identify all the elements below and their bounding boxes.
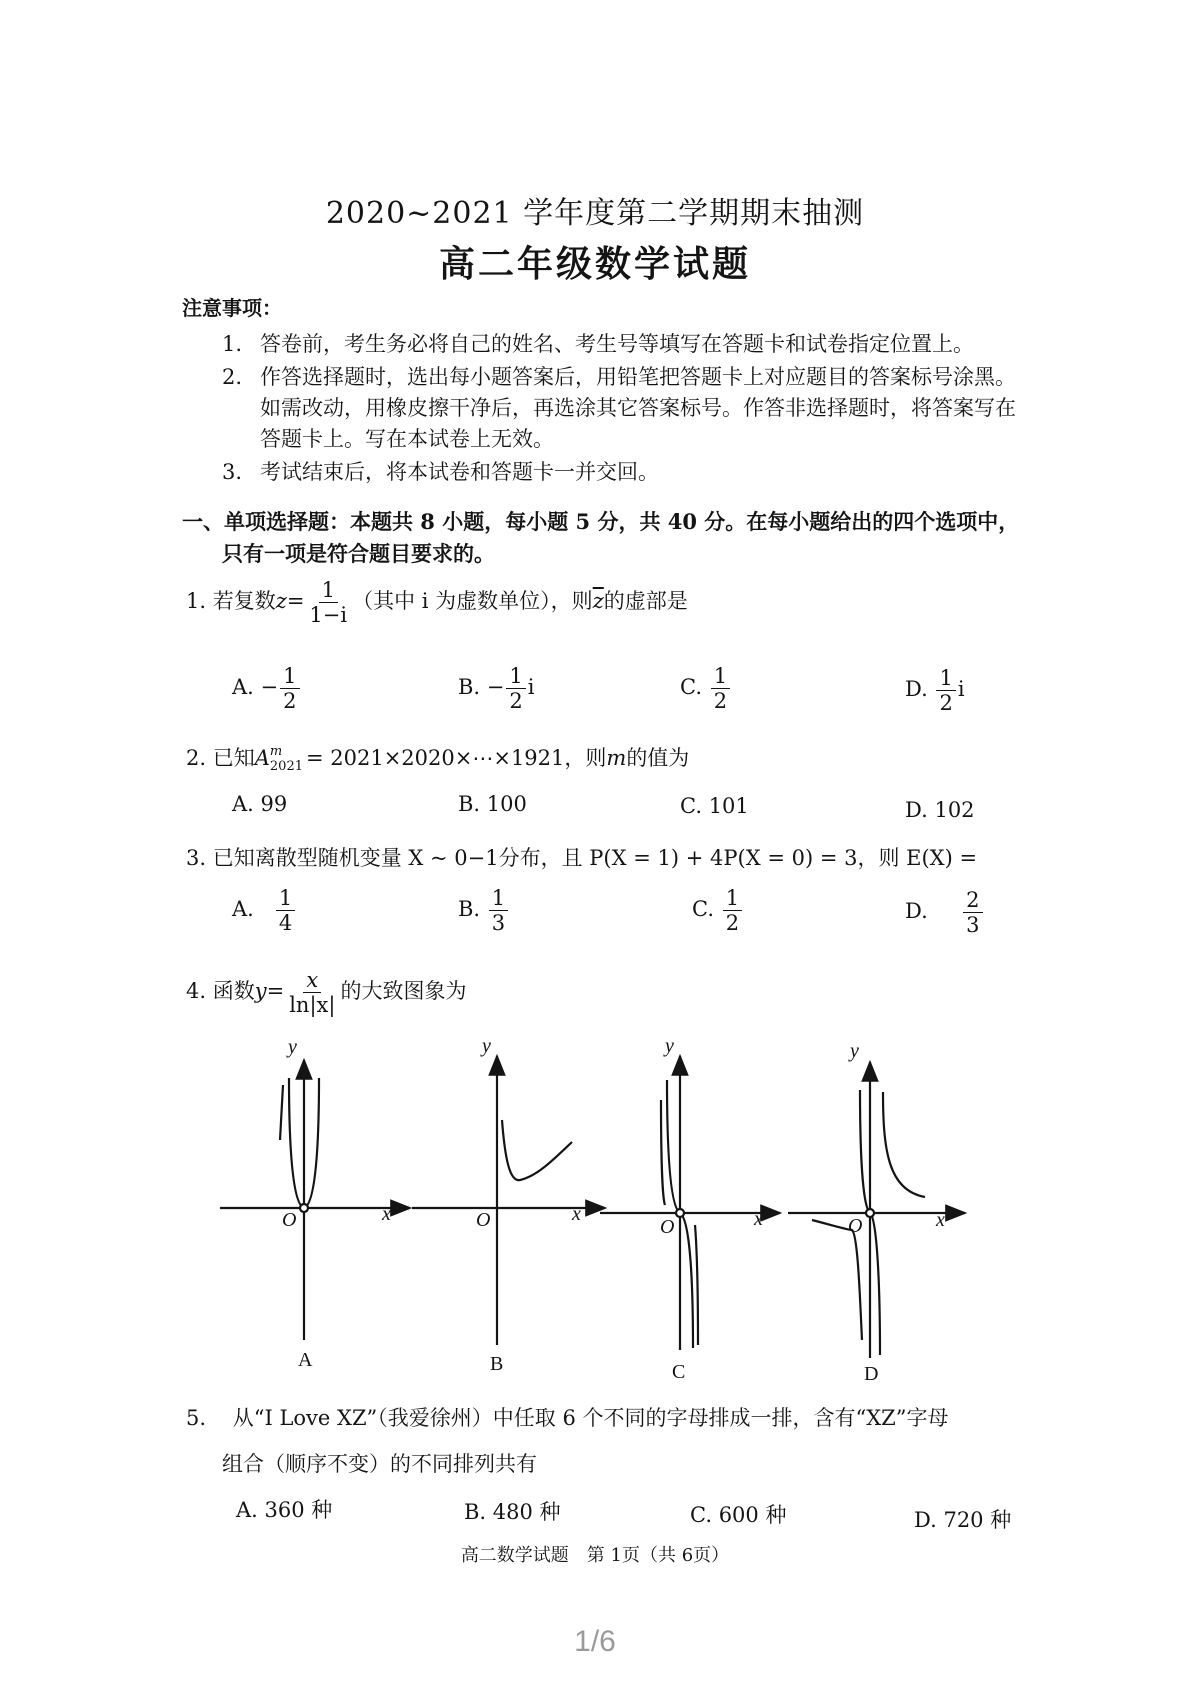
option-value: 480 种 xyxy=(492,1500,561,1524)
q2-option-a xyxy=(232,792,287,816)
fraction-numerator: 1 xyxy=(723,886,742,911)
x-axis-label: x xyxy=(382,1203,391,1225)
option-label: B. xyxy=(464,1500,487,1524)
fraction-denominator: 4 xyxy=(278,911,293,936)
option-label: A. xyxy=(232,675,254,700)
option-label: D. xyxy=(905,899,928,924)
origin-point xyxy=(676,1209,684,1217)
option-fraction xyxy=(723,886,742,935)
option-label: A. xyxy=(232,897,254,922)
option-fraction xyxy=(506,664,525,713)
graph-label: B xyxy=(490,1353,504,1375)
option-label: A. xyxy=(236,1498,258,1522)
arrangement-symbol: A xyxy=(254,746,270,770)
note-text: 考试结束后，将本试卷和答题卡一并交回。 xyxy=(260,460,659,484)
variable-m: m xyxy=(606,746,627,770)
option-label: D. xyxy=(905,798,928,822)
notes-heading: 注意事项： xyxy=(182,296,282,320)
option-value: 102 xyxy=(934,798,975,822)
question-number: 1. xyxy=(186,589,207,614)
option-label: B. xyxy=(458,792,481,816)
option-value: 600 种 xyxy=(718,1503,787,1527)
question-text: 函数 xyxy=(212,979,255,1004)
option-value: 720 种 xyxy=(943,1508,1012,1532)
x-axis-label: x xyxy=(572,1203,581,1225)
q3-option-b xyxy=(458,886,510,935)
question-text: 的值为 xyxy=(626,746,690,770)
y-axis-label: y xyxy=(288,1040,297,1058)
graph-label: C xyxy=(672,1361,686,1380)
x-axis-label: x xyxy=(936,1209,945,1231)
option-suffix: i xyxy=(957,677,965,702)
note-text: 答卷前，考生务必将自己的姓名、考生号等填写在答题卡和试卷指定位置上。 xyxy=(260,332,974,356)
q5-option-d xyxy=(914,1504,1011,1534)
option-label: B. xyxy=(458,675,481,700)
curve-branch-left xyxy=(661,1100,665,1205)
y-axis-label: y xyxy=(850,1040,859,1062)
origin-label: O xyxy=(282,1209,297,1231)
option-label: C. xyxy=(692,897,714,922)
question-text: = 2021×2020×⋯×1921，则 xyxy=(306,746,607,770)
option-label: D. xyxy=(914,1508,937,1532)
option-label: C. xyxy=(680,675,702,700)
q2-option-b xyxy=(458,792,527,816)
fraction-denominator: 3 xyxy=(491,911,506,936)
question-number: 4. xyxy=(186,979,207,1004)
q1-option-b xyxy=(458,664,535,713)
origin-label: O xyxy=(848,1215,863,1237)
q2-option-d xyxy=(905,798,975,822)
note-item-3 xyxy=(222,456,659,486)
q3-option-d xyxy=(905,888,985,937)
note-number: 2. xyxy=(222,365,243,389)
option-suffix: i xyxy=(527,675,535,700)
question-5-line-2: 组合（顺序不变）的不同排列共有 xyxy=(222,1452,537,1476)
exam-title-line1: 2020~2021 学年度第二学期期末抽测 xyxy=(325,196,865,231)
fraction-numerator: 2 xyxy=(963,888,982,913)
q5-option-a xyxy=(236,1494,332,1524)
graph-c xyxy=(600,1040,780,1380)
question-text: 已知 xyxy=(212,746,255,770)
fraction-numerator: 1 xyxy=(280,664,299,689)
option-value: 360 种 xyxy=(264,1498,333,1522)
curve-branch-right xyxy=(695,1225,698,1345)
fraction-numerator: 1 xyxy=(711,664,730,689)
fraction-numerator: 1 xyxy=(506,664,525,689)
option-fraction xyxy=(963,888,982,937)
q5-option-b xyxy=(464,1496,561,1526)
fraction-numerator: 1 xyxy=(489,886,508,911)
variable-z: z xyxy=(275,589,287,614)
option-label: D. xyxy=(905,677,928,702)
graph-b xyxy=(412,1040,605,1375)
fraction-numerator: 1 xyxy=(276,886,295,911)
fraction-numerator: 1 xyxy=(319,578,338,603)
q1-option-d xyxy=(905,666,965,715)
conjugate-z: $\overline{z}$ xyxy=(592,589,604,614)
curve xyxy=(502,1120,572,1180)
fraction-numerator: x xyxy=(303,968,321,993)
question-3 xyxy=(186,842,977,872)
option-label: B. xyxy=(458,897,481,922)
option-fraction xyxy=(489,886,508,935)
note-number: 1. xyxy=(222,332,243,356)
option-fraction xyxy=(280,664,299,713)
equals-sign: = xyxy=(266,979,285,1004)
q3-option-a xyxy=(232,886,297,935)
note-text: 作答选择题时，选出每小题答案后，用铅笔把答题卡上对应题目的答案标号涂黑。 xyxy=(260,365,1016,389)
fraction xyxy=(306,578,350,627)
fraction-denominator: 2 xyxy=(713,689,728,714)
option-fraction xyxy=(276,886,295,935)
question-text: 若复数 xyxy=(212,589,276,614)
question-text: （其中 i 为虚数单位），则 xyxy=(352,589,593,614)
question-text: 从“I Love XZ”（我爱徐州）中任取 6 个不同的字母排成一排，含有“XZ”字母 xyxy=(232,1406,949,1430)
arrangement-indices xyxy=(270,745,303,774)
fraction-numerator: 1 xyxy=(936,666,955,691)
option-fraction xyxy=(936,666,955,715)
question-number: 2. xyxy=(186,746,207,770)
graph-label: A xyxy=(298,1349,313,1371)
fraction-denominator: 2 xyxy=(283,689,297,714)
origin-label: O xyxy=(660,1216,675,1238)
exam-title-line2: 高二年级数学试题 xyxy=(438,243,751,285)
curve-upper-right xyxy=(883,1092,925,1197)
page-footer: 高二数学试题 第 1页（共 6页） xyxy=(460,1545,730,1566)
question-number: 3. xyxy=(186,846,207,870)
page-indicator: 1/6 xyxy=(574,1625,616,1658)
note-item-1 xyxy=(222,328,974,358)
question-text: 的大致图象为 xyxy=(340,979,467,1004)
note-item-2-line-2: 如需改动，用橡皮擦干净后，再选涂其它答案标号。作答非选择题时，将答案写在 xyxy=(260,396,1016,420)
curve-lower-left xyxy=(812,1220,862,1340)
function-graphs xyxy=(220,1040,1050,1380)
curve-fragment xyxy=(280,1085,283,1140)
q3-option-c xyxy=(692,886,744,935)
graph-d xyxy=(788,1040,965,1380)
x-axis-label: x xyxy=(754,1208,763,1230)
fraction-denominator: ln|x| xyxy=(289,993,336,1018)
fraction xyxy=(286,968,338,1017)
question-text: 的虚部是 xyxy=(603,589,688,614)
fraction-denominator: 1−i xyxy=(309,603,348,628)
origin-point xyxy=(300,1204,308,1212)
arrangement-superscript: m xyxy=(269,744,283,760)
option-sign: − xyxy=(260,675,279,700)
fraction-denominator: 2 xyxy=(939,691,953,716)
q5-option-c xyxy=(690,1499,786,1529)
option-label: C. xyxy=(690,1503,712,1527)
origin-label: O xyxy=(476,1209,491,1231)
section-1-header-line2: 只有一项是符合题目要求的。 xyxy=(222,541,495,566)
note-item-2-line-3: 答题卡上。写在本试卷上无效。 xyxy=(260,427,554,451)
fraction-denominator: 3 xyxy=(966,913,980,938)
option-value: 100 xyxy=(486,792,527,816)
option-label: C. xyxy=(680,794,702,818)
q1-option-c xyxy=(680,664,732,713)
equals-sign: = xyxy=(286,589,305,614)
y-axis-label: y xyxy=(665,1040,674,1057)
variable-y: y xyxy=(254,979,267,1004)
origin-point xyxy=(866,1209,874,1217)
section-1-header-line1: 一、单项选择题：本题共 8 小题，每小题 5 分，共 40 分。在每小题给出的四个选项中， xyxy=(182,509,1020,534)
fraction-denominator: 2 xyxy=(725,911,740,936)
question-text: 已知离散型随机变量 X ~ 0−1分布，且 P(X = 1) + 4P(X = 0) = 3，则 E(X) = xyxy=(212,846,978,870)
question-1 xyxy=(186,578,688,627)
option-fraction xyxy=(711,664,730,713)
note-item-2 xyxy=(222,361,1016,391)
option-sign: − xyxy=(486,675,505,700)
option-value: 101 xyxy=(708,794,749,818)
y-axis-label: y xyxy=(482,1040,491,1057)
option-value: 99 xyxy=(260,792,288,816)
question-2 xyxy=(186,742,689,774)
option-label: A. xyxy=(232,792,254,816)
question-5 xyxy=(186,1402,949,1432)
graph-a xyxy=(220,1040,410,1371)
question-4 xyxy=(186,968,466,1017)
fraction-denominator: 2 xyxy=(509,689,523,714)
graph-label: D xyxy=(864,1363,879,1380)
q1-option-a xyxy=(232,664,302,713)
arrangement-subscript: 2021 xyxy=(269,758,303,774)
note-number: 3. xyxy=(222,460,243,484)
question-number: 5. xyxy=(186,1406,207,1430)
q2-option-c xyxy=(680,794,749,818)
